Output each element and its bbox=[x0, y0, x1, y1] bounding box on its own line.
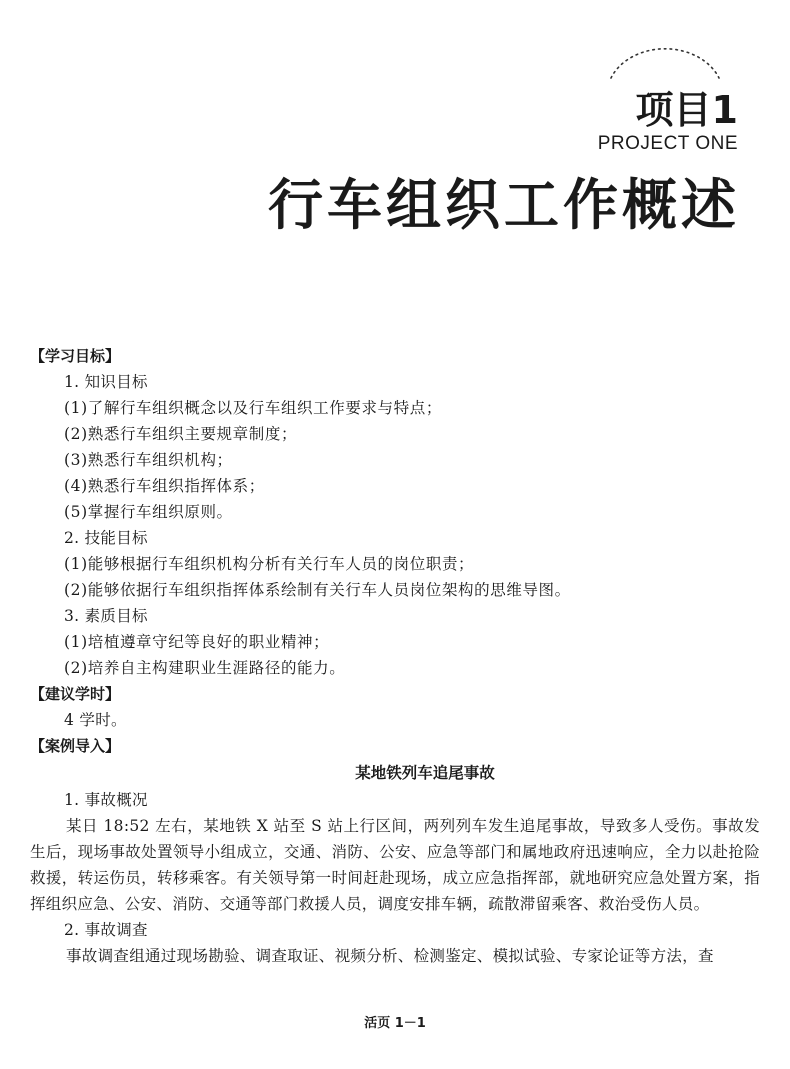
skill-objective-title: 2. 技能目标 bbox=[64, 529, 148, 547]
page-content bbox=[30, 343, 760, 969]
project-number: 项目1 bbox=[635, 88, 738, 132]
case-overview-paragraph: 某日 18:52 左右，某地铁 X 站至 S 站上行区间，两列列车发生追尾事故，导致多人受伤。事故发生后，现场事故处置领导小组成立，交通、消防、公安、应急等部门和属地政府迅速响应，全力以赴抢险救援，转运伤员，转移乘客。有关领导第一时间赶赴现场，成立应急指挥部，就地研究应急处置方案，指挥组织应急、公安、消防、交通等部门救援人员，调度安排车辆，疏散滞留乘客、救治受伤人员。 bbox=[30, 817, 760, 913]
case-title: 某地铁列车追尾事故 bbox=[355, 764, 495, 782]
knowledge-objective-title: 1. 知识目标 bbox=[64, 373, 148, 391]
knowledge-objective-item: (3)熟悉行车组织机构； bbox=[64, 451, 233, 469]
case-overview-title: 1. 事故概况 bbox=[64, 791, 148, 809]
project-english-label: PROJECT ONE bbox=[597, 133, 738, 154]
section-heading-objectives: 【学习目标】 bbox=[30, 347, 121, 365]
decorative-dotted-arc bbox=[605, 28, 725, 88]
section-heading-hours: 【建议学时】 bbox=[30, 685, 121, 703]
page-footer: 活页 1－1 bbox=[364, 1016, 426, 1031]
knowledge-objective-item: (2)熟悉行车组织主要规章制度； bbox=[64, 425, 298, 443]
knowledge-objective-item: (1)了解行车组织概念以及行车组织工作要求与特点； bbox=[64, 399, 442, 417]
knowledge-objective-item: (5)掌握行车组织原则。 bbox=[64, 503, 233, 521]
skill-objective-item: (1)能够根据行车组织机构分析有关行车人员的岗位职责； bbox=[64, 555, 475, 573]
skill-objective-item: (2)能够依据行车组织指挥体系绘制有关行车人员岗位架构的思维导图。 bbox=[64, 581, 571, 599]
quality-objective-item: (2)培养自主构建职业生涯路径的能力。 bbox=[64, 659, 346, 677]
section-heading-case: 【案例导入】 bbox=[30, 737, 121, 755]
case-investigation-paragraph: 事故调查组通过现场勘验、调查取证、视频分析、检测鉴定、模拟试验、专家论证等方法，查 bbox=[66, 947, 714, 965]
case-investigation-title: 2. 事故调查 bbox=[64, 921, 148, 939]
chapter-title: 行车组织工作概述 bbox=[267, 173, 740, 237]
quality-objective-title: 3. 素质目标 bbox=[64, 607, 148, 625]
knowledge-objective-item: (4)熟悉行车组织指挥体系； bbox=[64, 477, 265, 495]
quality-objective-item: (1)培植遵章守纪等良好的职业精神； bbox=[64, 633, 330, 651]
suggested-hours-value: 4 学时。 bbox=[64, 711, 127, 729]
